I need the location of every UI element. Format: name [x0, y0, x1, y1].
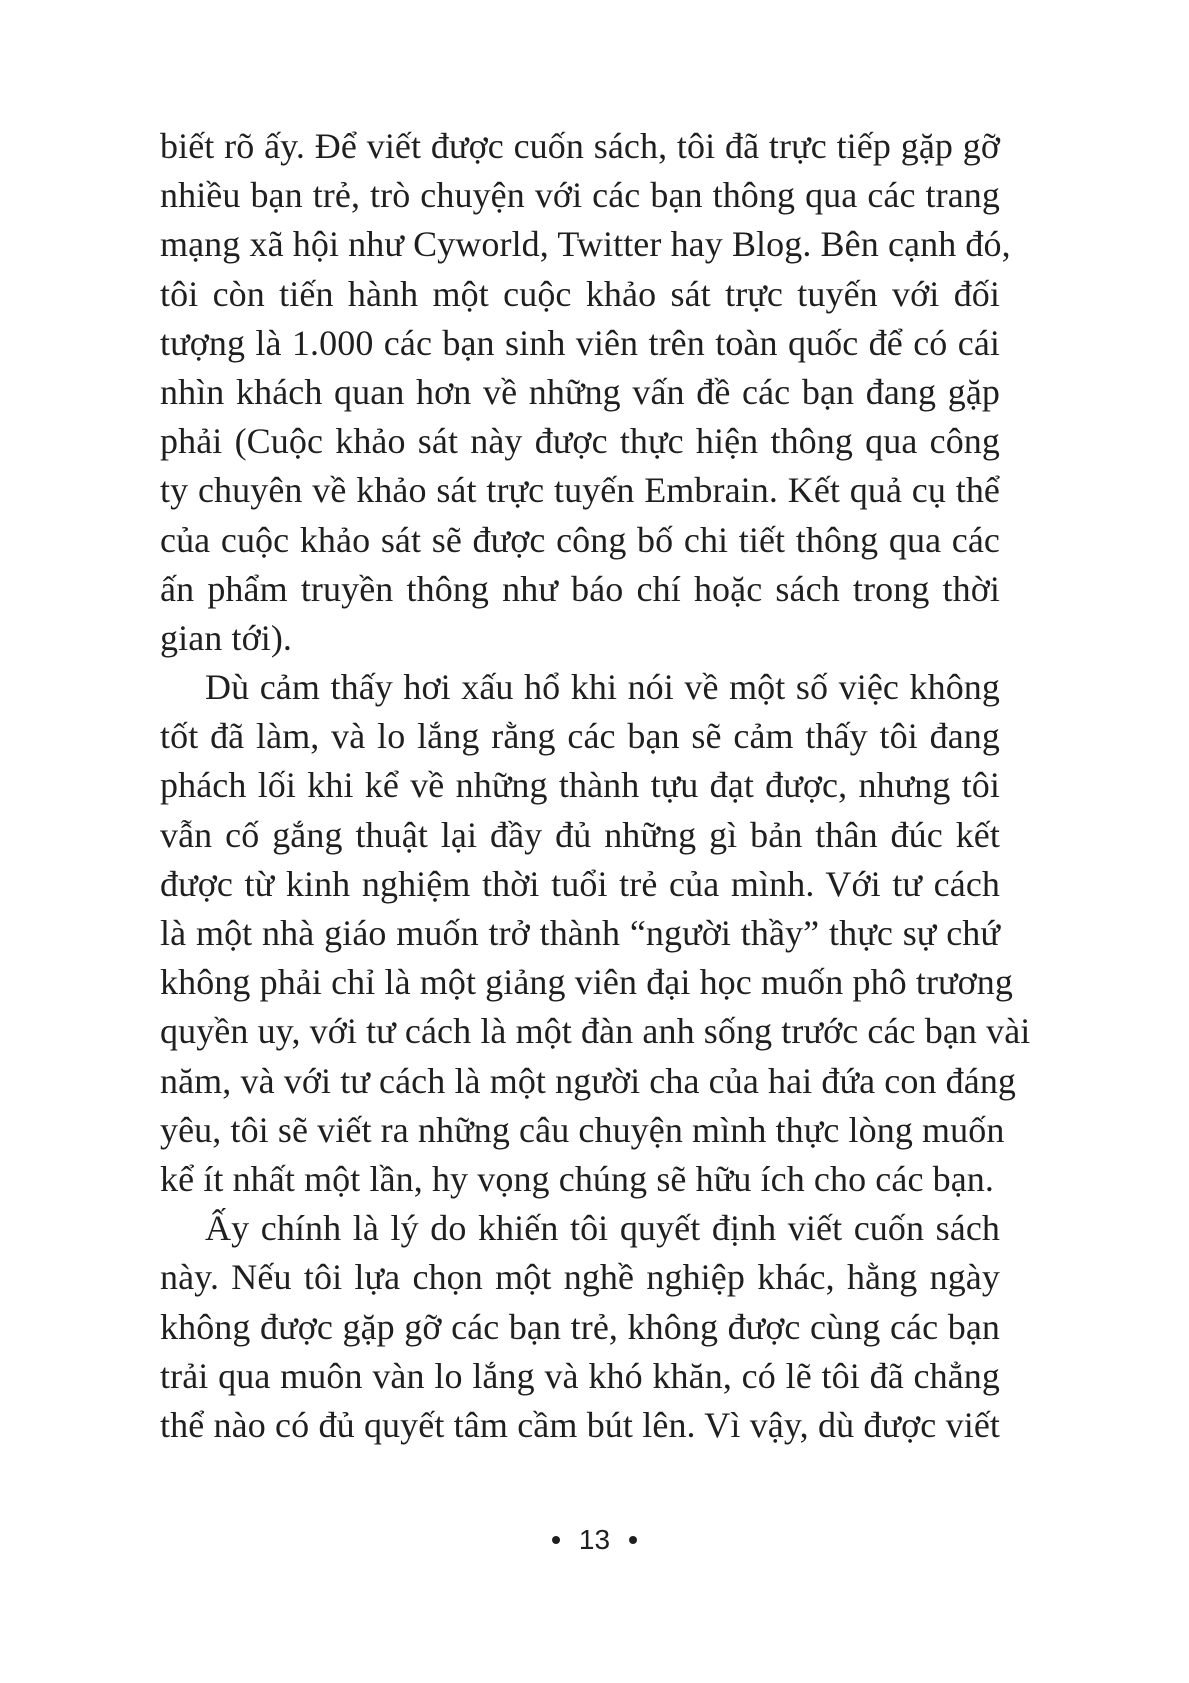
text-line: Ấy chính là lý do khiến tôi quyết định viết cuốn sách — [205, 1208, 1000, 1249]
text-line: vẫn cố gắng thuật lại đầy đủ những gì bản thân đúc kết — [160, 814, 1000, 855]
text-line: không được gặp gỡ các bạn trẻ, không được cùng các bạn — [160, 1306, 1000, 1347]
text-line: phải (Cuộc khảo sát này được thực hiện thông qua công — [160, 421, 1000, 462]
text-line: tốt đã làm, và lo lắng rằng các bạn sẽ cảm thấy tôi đang — [160, 716, 1000, 757]
text-line: Dù cảm thấy hơi xấu hổ khi nói về một số việc không — [205, 667, 1000, 708]
bullet-ornament-left: • — [551, 1524, 561, 1555]
text-line: ấn phẩm truyền thông như báo chí hoặc sách trong thời — [160, 568, 1000, 609]
text-line: ty chuyên về khảo sát trực tuyến Embrain. Kết quả cụ thể — [160, 470, 1000, 511]
text-line: của cuộc khảo sát sẽ được công bố chi tiết thông qua các — [160, 519, 1000, 560]
text-line: gian tới). — [160, 617, 293, 658]
paragraph-3 — [160, 1204, 1000, 1450]
bullet-ornament-right: • — [628, 1524, 638, 1555]
text-line: không phải chỉ là một giảng viên đại học muốn phô trương — [160, 962, 1014, 1003]
paragraph-2 — [160, 663, 1031, 1204]
text-line: được từ kinh nghiệm thời tuổi trẻ của mình. Với tư cách — [160, 863, 1000, 904]
text-line: quyền uy, với tư cách là một đàn anh sống trước các bạn vài — [160, 1011, 1031, 1052]
text-line: tôi còn tiến hành một cuộc khảo sát trực tuyến với đối — [160, 273, 1000, 314]
text-line: phách lối khi kể về những thành tựu đạt được, nhưng tôi — [160, 765, 1000, 806]
text-line: nhìn khách quan hơn về những vấn đề các bạn đang gặp — [160, 371, 1000, 412]
text-line: biết rõ ấy. Để viết được cuốn sách, tôi đã trực tiếp gặp gỡ — [160, 126, 1000, 166]
page-number: 13 — [578, 1524, 611, 1555]
page-footer — [0, 1522, 1189, 1558]
text-line: này. Nếu tôi lựa chọn một nghề nghiệp khác, hằng ngày — [160, 1257, 1000, 1298]
paragraph-1 — [160, 122, 1011, 663]
text-line: là một nhà giáo muốn trở thành “người thầy” thực sự chứ — [160, 913, 1000, 953]
text-line: nhiều bạn trẻ, trò chuyện với các bạn thông qua các trang — [160, 175, 1000, 216]
body-text — [160, 122, 1031, 1450]
text-line: trải qua muôn vàn lo lắng và khó khăn, có lẽ tôi đã chẳng — [160, 1355, 1000, 1396]
text-line: năm, và với tư cách là một người cha của hai đứa con đáng — [160, 1060, 1017, 1101]
text-line: yêu, tôi sẽ viết ra những câu chuyện mình thực lòng muốn — [160, 1109, 1005, 1150]
text-line: mạng xã hội như Cyworld, Twitter hay Blog. Bên cạnh đó, — [160, 224, 1011, 265]
text-line: kể ít nhất một lần, hy vọng chúng sẽ hữu ích cho các bạn. — [160, 1158, 994, 1199]
text-line: tượng là 1.000 các bạn sinh viên trên toàn quốc để có cái — [160, 322, 1000, 363]
text-line: thể nào có đủ quyết tâm cầm bút lên. Vì vậy, dù được viết — [160, 1404, 1000, 1445]
